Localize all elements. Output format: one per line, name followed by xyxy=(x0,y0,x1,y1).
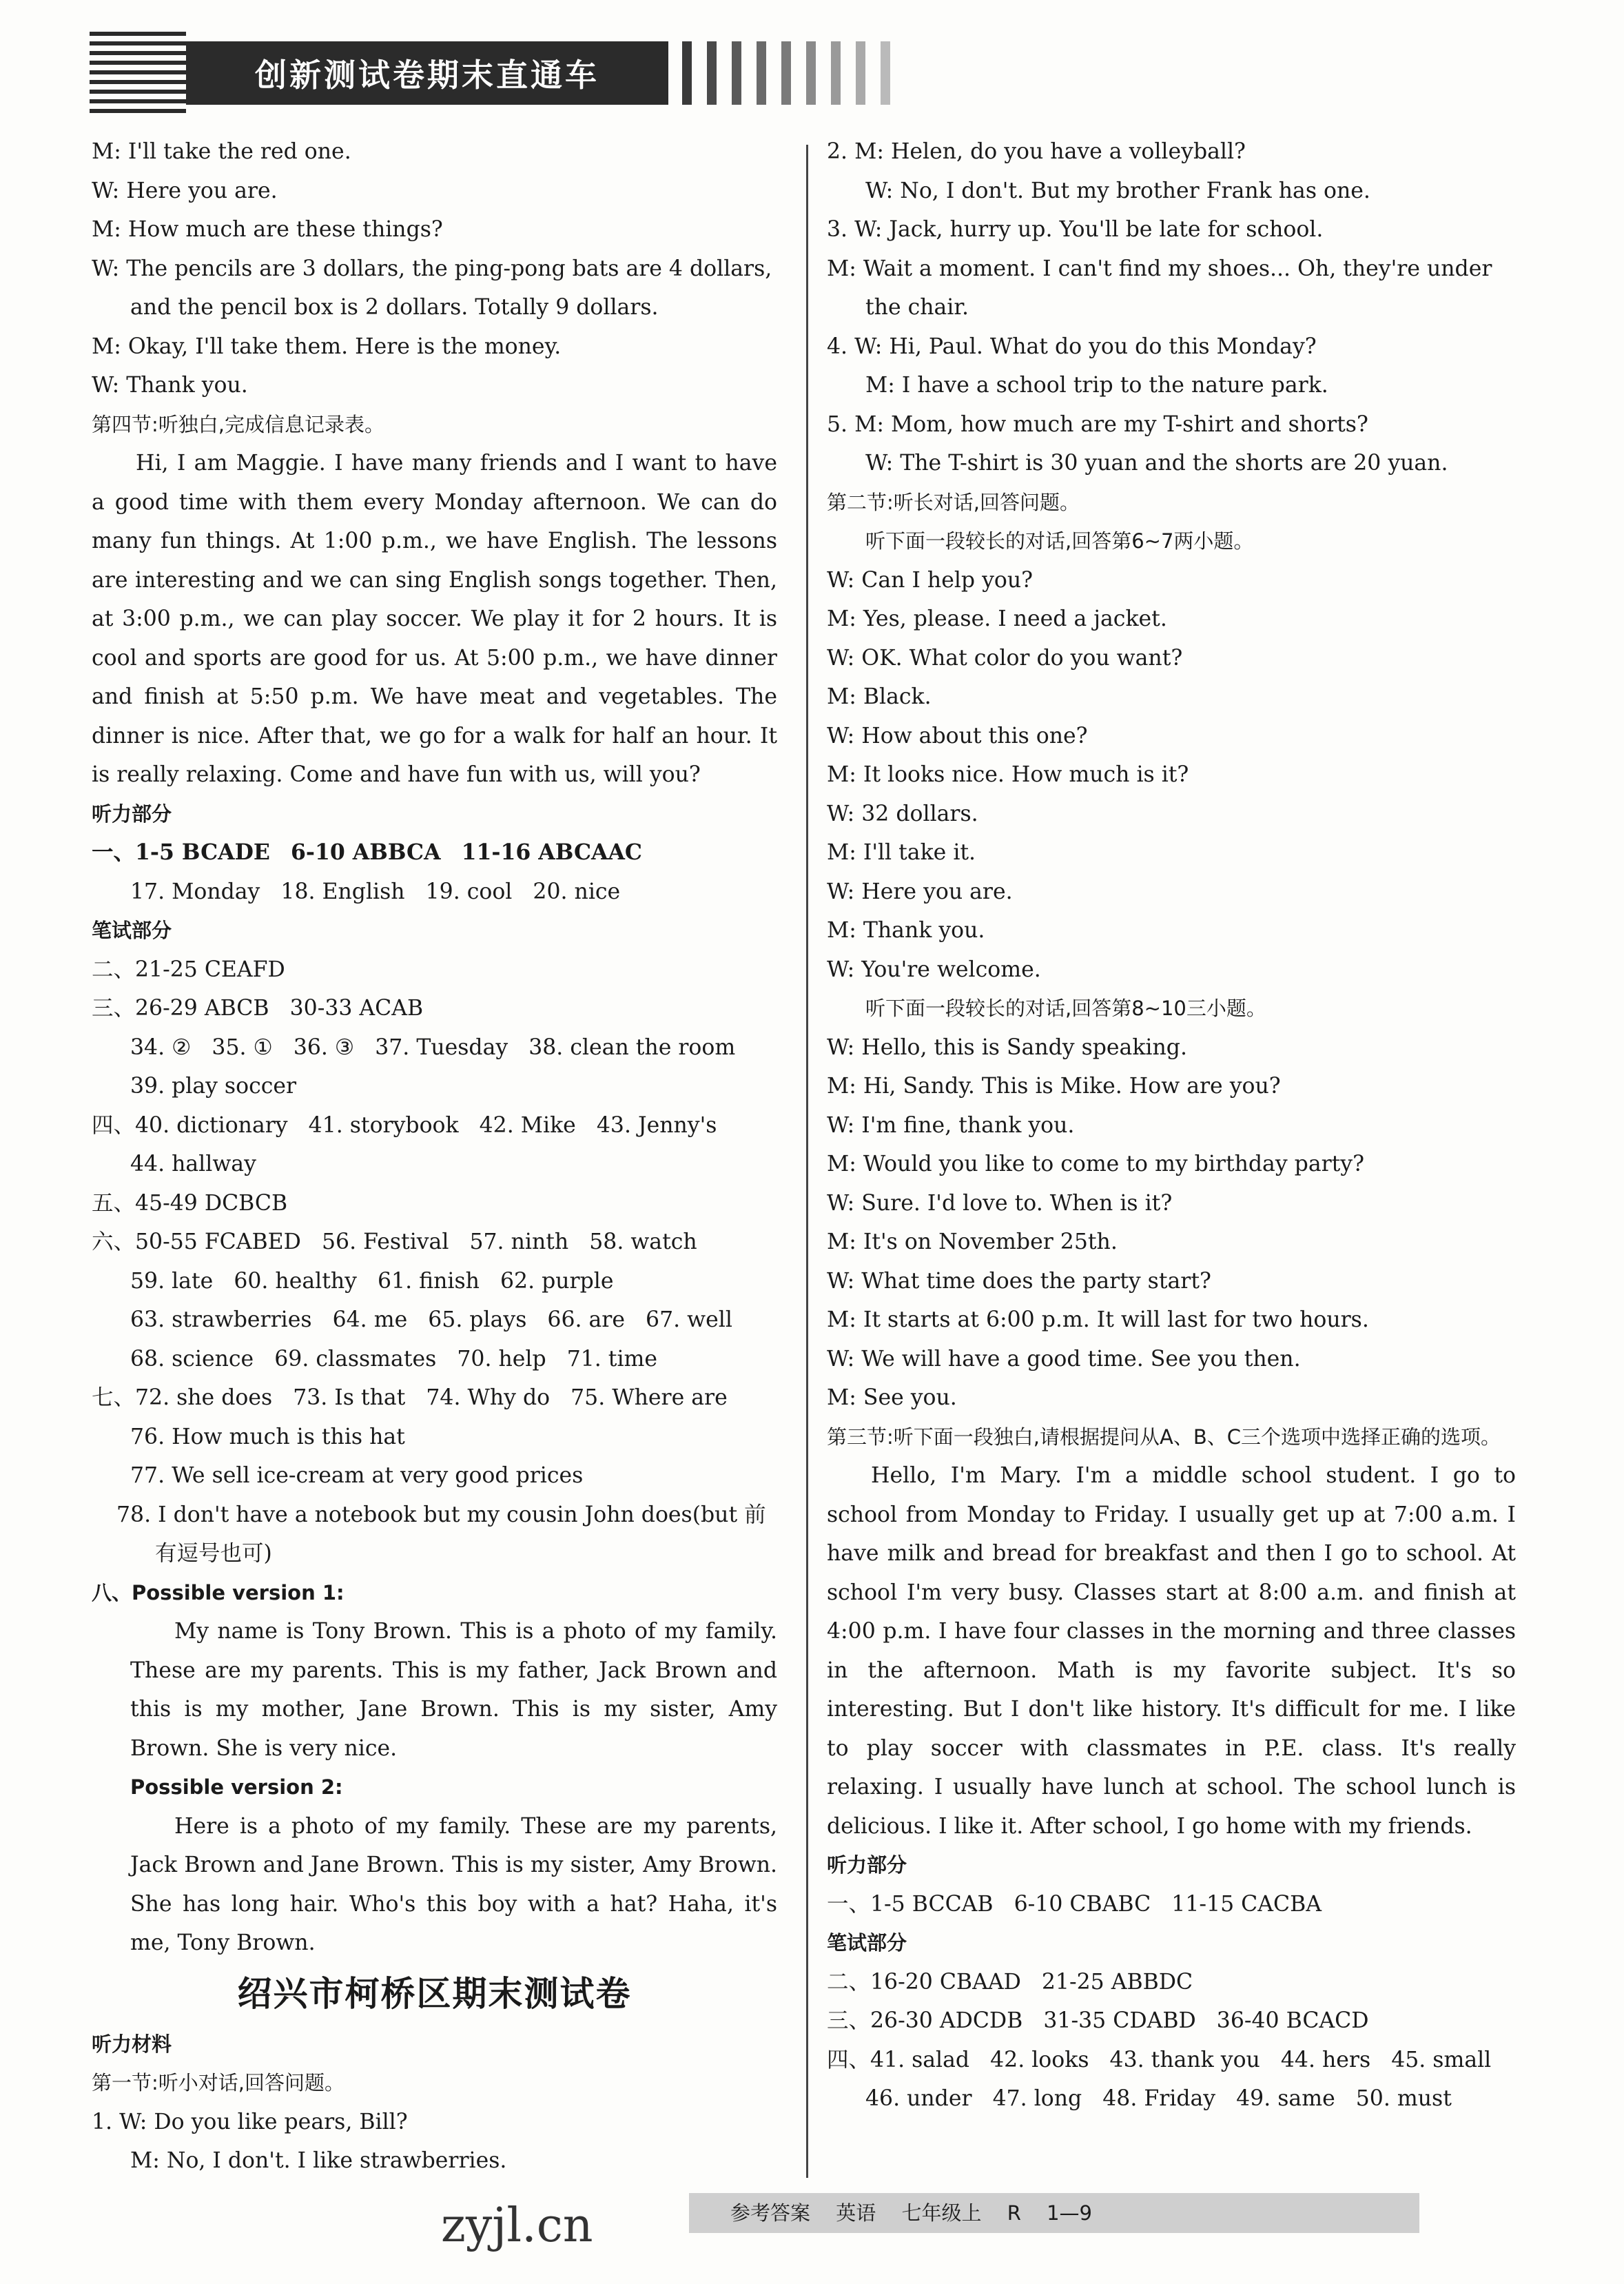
dialogue-line: M: No, I don't. I like strawberries. xyxy=(130,2148,507,2173)
answer: 一、1-5 BCCAB xyxy=(827,1891,994,1917)
dialogue-line: W: No, I don't. But my brother Frank has one. xyxy=(865,178,1370,203)
footer-label: 参考答案 xyxy=(730,2201,811,2225)
answer: 18. English xyxy=(280,879,405,904)
answer: 四、41. salad xyxy=(827,2047,970,2072)
answer: 66. are xyxy=(547,1307,625,1332)
section-title: 绍兴市柯桥区期末测试卷 xyxy=(237,1973,632,2014)
header-bar xyxy=(831,41,841,105)
left-column xyxy=(92,132,777,2181)
answer-row: 二、21-25 CEAFD xyxy=(92,957,285,982)
answer: 75. Where are xyxy=(571,1385,728,1410)
dialogue-line: M: It looks nice. How much is it? xyxy=(827,762,1189,787)
dialogue-line: M: Would you like to come to my birthday party? xyxy=(827,1152,1364,1176)
answer: 44. hers xyxy=(1280,2047,1371,2072)
answer: 56. Festival xyxy=(321,1230,449,1254)
dialogue-line: W: The T-shirt is 30 yuan and the shorts are 20 yuan. xyxy=(865,451,1448,476)
answer: 45. small xyxy=(1391,2047,1492,2072)
right-column xyxy=(827,132,1516,2119)
answer: 65. plays xyxy=(428,1307,527,1332)
answer: 67. well xyxy=(646,1307,732,1332)
header-stripes xyxy=(90,32,186,114)
dialogue-line: W: Can I help you? xyxy=(827,567,1034,593)
answer: 38. clean the room xyxy=(528,1034,736,1060)
answer: 19. cool xyxy=(425,879,513,904)
answer: 36-40 BCACD xyxy=(1216,2008,1369,2033)
answer: 69. classmates xyxy=(274,1346,437,1372)
header-bar xyxy=(707,41,717,105)
writing-sample: Here is a photo of my family. These are my parents, Jack Brown and Jane Brown. This is my sister, Amy Brown. She has long hair. Who's this boy with a hat? Haha, it's me, Tony Brown. xyxy=(130,1813,777,1955)
dialogue-line: M: I have a school trip to the nature park. xyxy=(865,373,1328,398)
answer: 41. storybook xyxy=(308,1112,459,1138)
answer-row xyxy=(92,1340,777,1379)
footer-edition: R xyxy=(1007,2201,1021,2225)
answer: 48. Friday xyxy=(1102,2086,1216,2111)
footer-subject: 英语 xyxy=(836,2201,876,2225)
answer: 50. must xyxy=(1355,2086,1452,2111)
dialogue-line: M: Okay, I'll take them. Here is the money. xyxy=(92,334,562,359)
answer: 73. Is that xyxy=(293,1385,406,1410)
dialogue-line: 2. M: Helen, do you have a volleyball? xyxy=(827,139,1246,164)
dialogue-line: M: I'll take the red one. xyxy=(92,139,351,164)
answer: 31-35 CDABD xyxy=(1043,2008,1196,2033)
monologue-paragraph: Hi, I am Maggie. I have many friends and I want to have a good time with them every Monday afternoon. We can do many fun things. At 1:00 p.m., we have English. The lessons are interesting and we can sing English songs together. Then, at 3:00 p.m., we can play soccer. We play it for 2 hours. It is cool and sports are good for us. At 5:00 p.m., we have dinner and finish at 5:50 p.m. We have meat and vegetables. The dinner is nice. After that, we go for a walk for half an hour. It is really relaxing. Come and have fun with us, will you? xyxy=(92,451,777,787)
answer: 46. under xyxy=(865,2086,972,2111)
header-bars xyxy=(682,41,905,105)
dialogue-line: W: The pencils are 3 dollars, the ping-pong bats are 4 dollars, and the pencil box is 2 dollars. Totally 9 dollars. xyxy=(92,256,772,320)
dialogue-line: M: It starts at 6:00 p.m. It will last for two hours. xyxy=(827,1307,1369,1332)
answer-row xyxy=(92,1223,777,1262)
long-dialogue-2 xyxy=(827,1028,1516,1418)
dialogue-line: M: Hi, Sandy. This is Mike. How are you? xyxy=(827,1074,1281,1099)
header-bar xyxy=(881,41,890,105)
header-title: 创新测试卷期末直通车 xyxy=(255,57,599,94)
listening-heading: 听力部分 xyxy=(827,1853,907,1877)
long-dialogue-1 xyxy=(827,561,1516,990)
answer: 61. finish xyxy=(378,1268,480,1294)
answer: 59. late xyxy=(130,1268,214,1294)
answer: 64. me xyxy=(332,1307,408,1332)
dialogue-line: M: Thank you. xyxy=(827,918,985,943)
answer: 47. long xyxy=(992,2086,1082,2111)
dialogue-line: W: Sure. I'd love to. When is it? xyxy=(827,1190,1173,1216)
answer-row xyxy=(92,1262,777,1301)
dialogue-line: M: I'll take it. xyxy=(827,840,976,865)
answer: 6-10 ABBCA xyxy=(290,839,441,865)
answer: 三、26-29 ABCB xyxy=(92,996,269,1021)
section-heading: 第四节:听独白,完成信息记录表。 xyxy=(92,412,384,436)
section-heading: 第一节:听小对话,回答问题。 xyxy=(92,2071,345,2094)
answer: 三、26-30 ADCDB xyxy=(827,2008,1023,2033)
answer-row xyxy=(827,2001,1516,2041)
dialogue-line: W: You're welcome. xyxy=(827,957,1041,982)
dialogue-line: 3. W: Jack, hurry up. You'll be late for school. xyxy=(827,217,1324,242)
dialogue-line: W: What time does the party start? xyxy=(827,1268,1211,1294)
monologue-paragraph: Hello, I'm Mary. I'm a middle school student. I go to school from Monday to Friday. I usually get up at 7:00 a.m. I have milk and bread for breakfast and then I go to school. At school I'm very busy. Classes start at 8:00 a.m. and finish at 4:00 p.m. I have four classes in the morning and three classes in the afternoon. Math is my favorite subject. It's so interesting. But I don't like history. It's difficult for me. I like to play soccer with classmates in P.E. class. It's really relaxing. I usually have lunch at school. The school lunch is delicious. I like it. After school, I go home with my friends. xyxy=(827,1463,1516,1839)
page-footer xyxy=(689,2193,1419,2233)
footer-grade: 七年级上 xyxy=(901,2201,982,2225)
answer: 42. Mike xyxy=(479,1112,576,1138)
written-heading: 笔试部分 xyxy=(827,1931,907,1955)
header-bar xyxy=(732,41,741,105)
answer-row: 76. How much is this hat xyxy=(130,1424,405,1449)
page-header xyxy=(90,32,834,114)
answer-row xyxy=(827,1885,1516,1924)
dialogue-line: W: We will have a good time. See you then. xyxy=(827,1346,1301,1372)
listening-heading: 听力部分 xyxy=(92,802,172,826)
answer-row xyxy=(92,1106,777,1145)
dialogue-line: W: OK. What color do you want? xyxy=(827,645,1183,671)
answer-row: 44. hallway xyxy=(130,1152,256,1176)
column-divider xyxy=(806,145,808,2178)
answer: 七、72. she does xyxy=(92,1385,273,1410)
written-heading: 笔试部分 xyxy=(92,919,172,942)
answer: 35. ① xyxy=(212,1034,273,1060)
answer-row xyxy=(92,873,777,912)
dialogue-line: M: Yes, please. I need a jacket. xyxy=(827,606,1167,631)
answer: 34. ② xyxy=(130,1034,192,1060)
answer: 57. ninth xyxy=(469,1230,569,1254)
header-bar xyxy=(757,41,766,105)
answer-row: 39. play soccer xyxy=(130,1074,297,1099)
answer: 36. ③ xyxy=(293,1034,355,1060)
header-bar xyxy=(806,41,816,105)
answer-row: 77. We sell ice-cream at very good prices xyxy=(130,1463,584,1488)
dialogue-intro: 听下面一段较长的对话,回答第6~7两小题。 xyxy=(865,529,1254,553)
answer: 43. Jenny's xyxy=(596,1112,717,1138)
dialogue-line: W: How about this one? xyxy=(827,723,1088,748)
answer: 62. purple xyxy=(500,1268,614,1294)
answer-row xyxy=(92,989,777,1028)
writing-sample: My name is Tony Brown. This is a photo of my family. These are my parents. This is my father, Jack Brown and this is my mother, Jane Brown. This is my sister, Amy Brown. She is very nice. xyxy=(130,1619,777,1761)
answer: 6-10 CBABC xyxy=(1014,1891,1151,1917)
answer: 一、1-5 BCADE xyxy=(92,839,270,865)
dialogue-line: M: See you. xyxy=(827,1385,957,1410)
dialogue-line: W: Here you are. xyxy=(92,178,278,203)
answer-row: 78. I don't have a notebook but my cousin John does(but 前有逗号也可) xyxy=(116,1502,766,1566)
answer: 20. nice xyxy=(533,879,621,904)
header-band xyxy=(186,41,668,105)
answer: 四、40. dictionary xyxy=(92,1112,288,1138)
answer: 68. science xyxy=(130,1346,254,1372)
answer: 二、16-20 CBAAD xyxy=(827,1969,1021,1995)
answer: 42. looks xyxy=(990,2047,1089,2072)
answer: 11-16 ABCAAC xyxy=(461,839,642,865)
dialogue-line: M: Wait a moment. I can't find my shoes... Oh, they're under the chair. xyxy=(827,256,1492,320)
dialogue-line: M: How much are these things? xyxy=(92,217,443,242)
answer: 37. Tuesday xyxy=(375,1034,508,1060)
answer: 70. help xyxy=(457,1346,546,1372)
dialogue-line: W: Here you are. xyxy=(827,879,1013,904)
dialogue-line: 5. M: Mom, how much are my T-shirt and shorts? xyxy=(827,411,1368,437)
material-heading: 听力材料 xyxy=(92,2032,172,2056)
answer: 六、50-55 FCABED xyxy=(92,1230,301,1254)
answer-row xyxy=(92,1378,777,1418)
dialogue-line: W: 32 dollars. xyxy=(827,801,978,826)
dialogue-line: W: Thank you. xyxy=(92,373,248,398)
section-heading: 第三节:听下面一段独白,请根据提问从A、B、C三个选项中选择正确的选项。 xyxy=(827,1425,1501,1449)
answer: 58. watch xyxy=(589,1230,697,1254)
answer: 63. strawberries xyxy=(130,1307,312,1332)
answer: 11-15 CACBA xyxy=(1171,1891,1322,1917)
answer-row xyxy=(92,833,777,873)
dialogue-line: M: It's on November 25th. xyxy=(827,1230,1118,1254)
answer: 60. healthy xyxy=(234,1268,357,1294)
answer: 71. time xyxy=(566,1346,658,1372)
answer: 30-33 ACAB xyxy=(289,996,424,1021)
site-logo: zyjl.cn xyxy=(441,2199,593,2253)
dialogue-intro: 听下面一段较长的对话,回答第8~10三小题。 xyxy=(865,997,1266,1020)
answer-row xyxy=(827,2079,1516,2119)
answer-row xyxy=(827,1963,1516,2002)
header-bar xyxy=(781,41,791,105)
answer: 49. same xyxy=(1236,2086,1335,2111)
dialogue-line: 4. W: Hi, Paul. What do you do this Monday? xyxy=(827,334,1317,359)
possible-version-heading: Possible version 2: xyxy=(130,1775,343,1799)
answer-row xyxy=(827,2041,1516,2080)
dialogue-line: W: Hello, this is Sandy speaking. xyxy=(827,1034,1187,1060)
section-heading: 第二节:听长对话,回答问题。 xyxy=(827,490,1080,514)
answer: 74. Why do xyxy=(426,1385,551,1410)
header-bar xyxy=(856,41,865,105)
dialogue-line: M: Black. xyxy=(827,684,932,709)
answer-row xyxy=(92,1301,777,1340)
possible-version-heading: 八、Possible version 1: xyxy=(92,1580,345,1604)
answer-row: 五、45-49 DCBCB xyxy=(92,1190,288,1216)
page-number: 1—9 xyxy=(1047,2201,1092,2225)
header-bar xyxy=(682,41,692,105)
answer: 17. Monday xyxy=(130,879,260,904)
dialogue-line: 1. W: Do you like pears, Bill? xyxy=(92,2109,408,2134)
dialogue-line: W: I'm fine, thank you. xyxy=(827,1112,1075,1138)
answer: 43. thank you xyxy=(1109,2047,1260,2072)
answer-row xyxy=(92,1028,777,1068)
answer: 21-25 ABBDC xyxy=(1041,1969,1193,1995)
